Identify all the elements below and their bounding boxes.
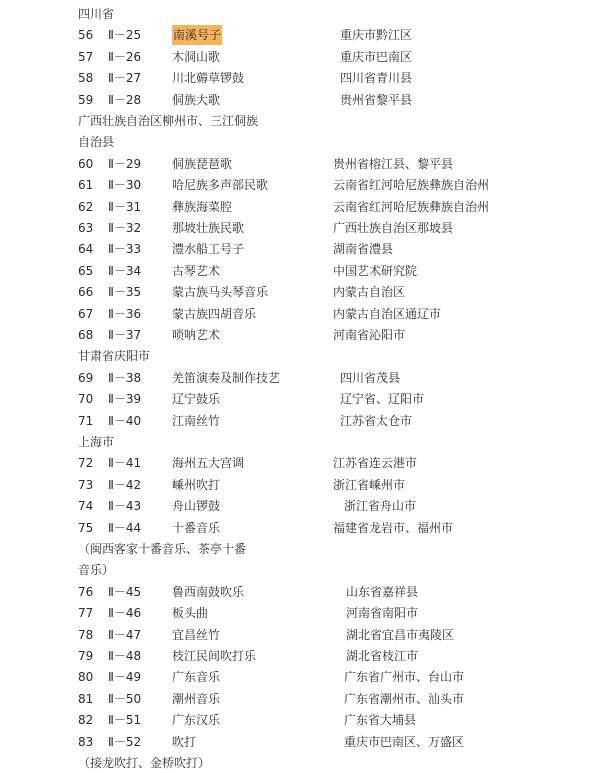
item-location: 重庆市黔江区: [340, 28, 413, 43]
item-number: 60: [78, 156, 94, 171]
item-name: 吹打: [172, 734, 197, 749]
item-location: 江苏省太仓市: [340, 413, 413, 428]
line-text: （闽西客家十番音乐、茶亭十番: [78, 542, 247, 556]
item-location: 四川省青川县: [340, 71, 413, 86]
item-code: Ⅱ－38: [108, 370, 142, 385]
text-line: [0, 132, 590, 152]
item-code: Ⅱ－30: [108, 178, 142, 193]
item-code: Ⅱ－25: [108, 28, 142, 43]
item-location: 贵州省黎平县: [340, 92, 413, 107]
item-code: Ⅱ－44: [108, 520, 142, 535]
item-number: 68: [78, 328, 94, 342]
item-name: 板头曲: [172, 606, 209, 621]
item-code: Ⅱ－27: [108, 71, 142, 86]
item-number: 76: [78, 584, 94, 599]
item-code: Ⅱ－26: [108, 49, 142, 64]
list-item: [0, 625, 590, 645]
item-name: 潮州音乐: [172, 691, 221, 706]
item-number: 57: [78, 49, 94, 64]
list-item: [0, 475, 590, 495]
item-location: 四川省茂县: [340, 370, 401, 385]
line-text: 广西壮族自治区柳州市、三江侗族: [78, 114, 259, 128]
item-code: Ⅱ－29: [108, 156, 142, 171]
list-item: [0, 389, 590, 409]
item-code: Ⅱ－37: [108, 328, 142, 342]
item-number: 83: [78, 734, 94, 749]
list-item: [0, 154, 590, 174]
item-number: 78: [78, 627, 94, 642]
list-item: [0, 239, 590, 259]
item-code: Ⅱ－33: [108, 242, 142, 257]
item-number: 82: [78, 713, 94, 728]
text-line: [0, 753, 590, 773]
item-name: 鲁西南鼓吹乐: [172, 584, 245, 599]
line-text: 四川省: [78, 7, 115, 21]
item-code: Ⅱ－45: [108, 584, 142, 599]
list-item: [0, 304, 590, 324]
item-name: 南溪号子: [172, 25, 222, 45]
item-number: 64: [78, 242, 94, 257]
item-location: 广东省广州市、台山市: [344, 670, 465, 685]
text-line: [0, 432, 590, 452]
line-text: 自治县: [78, 135, 115, 150]
item-location: 湖北省宜昌市夷陵区: [346, 627, 455, 642]
item-location: 浙江省舟山市: [344, 499, 417, 514]
item-location: 山东省嘉祥县: [346, 584, 419, 599]
list-item: [0, 518, 590, 538]
item-number: 59: [78, 92, 94, 107]
line-text: 音乐）: [78, 563, 115, 578]
item-code: Ⅱ－31: [108, 199, 142, 214]
list-item: [0, 90, 590, 110]
item-name: 澧水船工号子: [172, 242, 245, 257]
item-name: 广东音乐: [172, 670, 221, 685]
item-location: 福建省龙岩市、福州市: [333, 520, 454, 535]
list-item: [0, 47, 590, 67]
item-code: Ⅱ－41: [108, 456, 142, 471]
list-item: [0, 453, 590, 473]
item-name: 枝江民间吹打乐: [172, 649, 257, 663]
item-code: Ⅱ－50: [108, 691, 142, 706]
list-item: [0, 667, 590, 687]
item-code: Ⅱ－48: [108, 649, 142, 663]
list-item: [0, 646, 590, 666]
item-name: 侗族琵琶歌: [172, 156, 233, 171]
item-location: 广东省潮州市、汕头市: [344, 691, 465, 706]
list-item: [0, 582, 590, 602]
list-item: [0, 411, 590, 431]
item-location: 中国艺术研究院: [333, 263, 418, 278]
line-text: 上海市: [78, 435, 115, 449]
item-location: 广西壮族自治区那坡县: [333, 221, 454, 235]
item-name: 川北薅草锣鼓: [172, 71, 245, 86]
list-item: [0, 732, 590, 752]
item-number: 65: [78, 263, 94, 278]
text-line: [0, 111, 590, 131]
item-location: 湖南省澧县: [333, 242, 394, 257]
list-item: [0, 368, 590, 388]
item-name: 辽宁鼓乐: [172, 392, 221, 407]
item-name: 嵊州吹打: [172, 477, 221, 492]
item-name: 古琴艺术: [172, 263, 221, 278]
item-number: 67: [78, 306, 94, 321]
item-location: 河南省南阳市: [346, 606, 419, 621]
text-line: [0, 539, 590, 559]
item-name: 唢呐艺术: [172, 328, 221, 342]
item-location: 内蒙古自治区: [333, 285, 406, 300]
item-code: Ⅱ－43: [108, 499, 142, 514]
list-item: [0, 261, 590, 281]
item-code: Ⅱ－40: [108, 413, 142, 428]
item-location: 广东省大埔县: [344, 713, 417, 728]
item-code: Ⅱ－39: [108, 392, 142, 407]
item-number: 72: [78, 456, 94, 471]
item-number: 63: [78, 221, 94, 235]
list-item: [0, 325, 590, 345]
item-code: Ⅱ－34: [108, 263, 142, 278]
item-name: 那坡壮族民歌: [172, 221, 245, 235]
item-number: 62: [78, 199, 94, 214]
item-location: 云南省红河哈尼族彝族自治州: [333, 199, 490, 214]
item-code: Ⅱ－36: [108, 306, 142, 321]
item-location: 贵州省榕江县、黎平县: [333, 156, 454, 171]
item-name: 木洞山歌: [172, 49, 221, 64]
item-location: 重庆市巴南区、万盛区: [344, 734, 465, 749]
item-code: Ⅱ－35: [108, 285, 142, 300]
item-name: 蒙古族四胡音乐: [172, 306, 257, 321]
item-name: 舟山锣鼓: [172, 499, 221, 514]
item-number: 66: [78, 285, 94, 300]
item-name: 彝族海菜腔: [172, 199, 233, 214]
list-item: [0, 689, 590, 709]
list-item: [0, 197, 590, 217]
item-location: 辽宁省、辽阳市: [340, 392, 425, 407]
text-line: [0, 346, 590, 366]
line-text: （接龙吹打、金桥吹打）: [78, 756, 211, 770]
item-name: 十番音乐: [172, 520, 221, 535]
list-item: [0, 496, 590, 516]
item-name: 侗族大歌: [172, 92, 221, 107]
item-name: 宜昌丝竹: [172, 627, 221, 642]
list-item: [0, 710, 590, 730]
item-name: 江南丝竹: [172, 413, 221, 428]
text-line: [0, 4, 590, 24]
item-location: 浙江省嵊州市: [333, 477, 406, 492]
item-name: 海州五大宫调: [172, 456, 245, 471]
item-number: 75: [78, 520, 94, 535]
item-number: 74: [78, 499, 94, 514]
item-number: 73: [78, 477, 94, 492]
list-item: [0, 218, 590, 238]
list-item: [0, 25, 590, 45]
item-name: 蒙古族马头琴音乐: [172, 285, 269, 300]
item-location: 江苏省连云港市: [333, 456, 418, 471]
item-code: Ⅱ－42: [108, 477, 142, 492]
item-location: 内蒙古自治区通辽市: [333, 306, 442, 321]
item-location: 湖北省枝江市: [346, 649, 419, 663]
item-number: 71: [78, 413, 94, 428]
item-name: 哈尼族多声部民歌: [172, 178, 269, 193]
item-location: 河南省沁阳市: [333, 328, 406, 342]
list-item: [0, 68, 590, 88]
item-number: 80: [78, 670, 94, 685]
item-number: 79: [78, 649, 94, 663]
item-code: Ⅱ－46: [108, 606, 142, 621]
list-item: [0, 603, 590, 623]
line-text: 甘肃省庆阳市: [78, 349, 151, 364]
item-code: Ⅱ－47: [108, 627, 142, 642]
item-code: Ⅱ－52: [108, 734, 142, 749]
list-item: [0, 175, 590, 195]
item-number: 69: [78, 370, 94, 385]
item-code: Ⅱ－51: [108, 713, 142, 728]
item-name: 广东汉乐: [172, 713, 221, 728]
item-location: 云南省红河哈尼族彝族自治州: [333, 178, 490, 193]
text-line: [0, 560, 590, 580]
item-number: 77: [78, 606, 94, 621]
item-number: 81: [78, 691, 94, 706]
item-number: 58: [78, 71, 94, 86]
list-item: [0, 282, 590, 302]
item-code: Ⅱ－32: [108, 221, 142, 235]
item-number: 61: [78, 178, 94, 193]
item-number: 56: [78, 28, 94, 43]
item-code: Ⅱ－49: [108, 670, 142, 685]
item-number: 70: [78, 392, 94, 407]
item-name: 羌笛演奏及制作技艺: [172, 370, 281, 385]
item-code: Ⅱ－28: [108, 92, 142, 107]
item-location: 重庆市巴南区: [340, 49, 413, 64]
